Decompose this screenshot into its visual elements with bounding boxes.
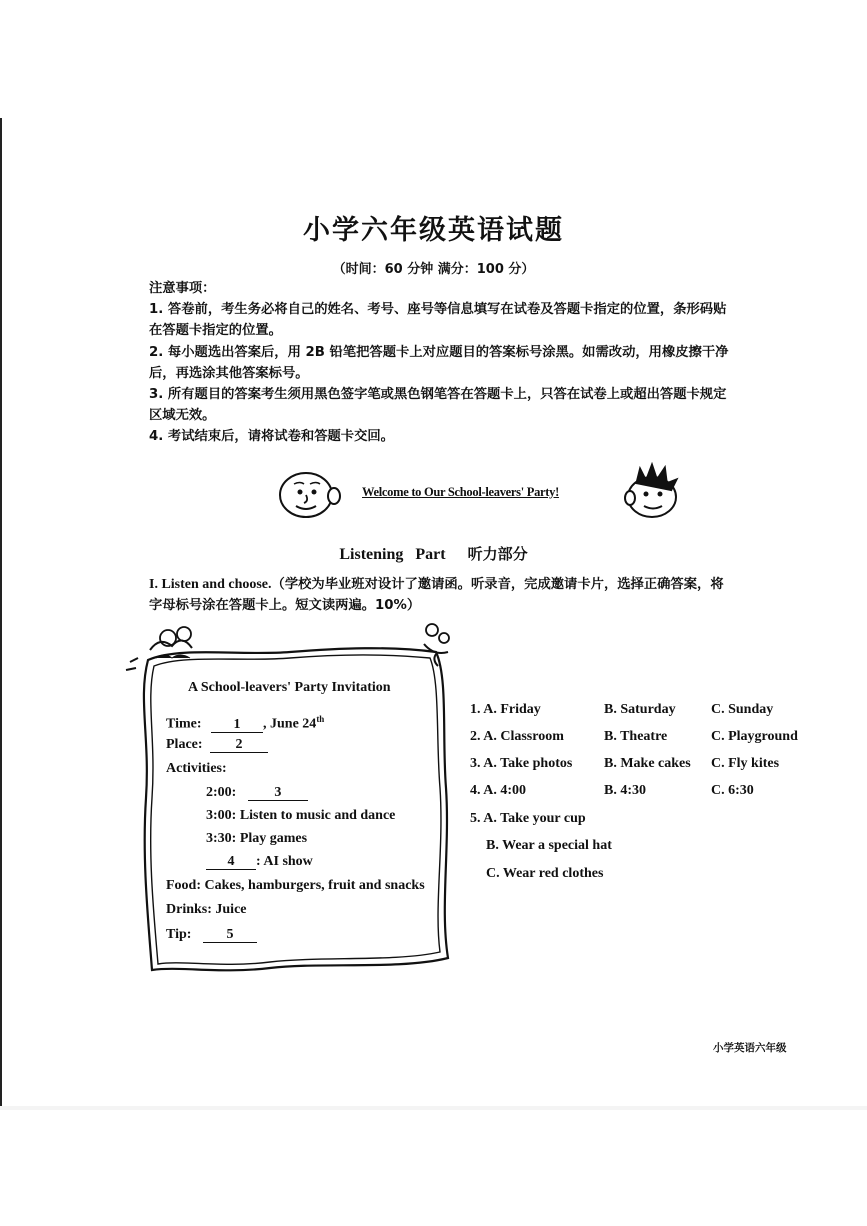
option-3a: 3. A. Take photos: [470, 756, 573, 771]
blank-2: 2: [210, 738, 268, 753]
time-date: , June 24: [263, 716, 317, 732]
question-1-label: I. Listen and choose.: [149, 577, 272, 592]
option-5a: 5. A. Take your cup: [470, 811, 586, 826]
place-row: [166, 737, 268, 753]
scan-bottom-edge: [0, 1106, 867, 1110]
activity-ai-show: : AI show: [256, 854, 313, 869]
drinks-row: Drinks: Juice: [166, 902, 247, 917]
option-5c: C. Wear red clothes: [486, 866, 604, 881]
notes-line: 2. 每小题选出答案后，用 2B 铅笔把答题卡上对应题目的答案标号涂黑。如需改动，用橡皮擦干净: [149, 344, 729, 360]
activities-label: Activities:: [166, 761, 227, 776]
blank-3: 3: [248, 786, 308, 801]
tip-label: Tip:: [166, 927, 192, 942]
page-footer: 小学英语六年级: [713, 1042, 787, 1054]
section-title-en: Listening Part: [339, 546, 446, 563]
option-2c: C. Playground: [711, 729, 798, 744]
time-label: Time:: [166, 716, 202, 732]
question-1-instruction-line-1: （学校为毕业班对设计了邀请函。听录音，完成邀请卡片，选择正确答案，将: [271, 577, 724, 592]
notes-line: 后，再选涂其他答案标号。: [149, 365, 309, 381]
bald-boy-face-icon: [276, 468, 346, 522]
notes-line: 区域无效。: [149, 408, 216, 424]
option-2a: 2. A. Classroom: [470, 729, 564, 744]
activity-330pm: 3:30: Play games: [206, 831, 308, 846]
option-3c: C. Fly kites: [711, 756, 780, 771]
exam-notes: [149, 278, 809, 448]
option-3b: B. Make cakes: [604, 756, 691, 771]
listening-section-title: [0, 543, 867, 564]
place-label: Place:: [166, 737, 203, 752]
question-1-instruction-line-2: 字母标号涂在答题卡上。短文读两遍。10%）: [149, 598, 421, 613]
activity-2pm-row: [206, 785, 308, 801]
notes-line: 3. 所有题目的答案考生须用黑色签字笔或黑色钢笔答在答题卡上，只答在试卷上或超出答题卡规定: [149, 387, 727, 403]
exam-title: 小学六年级英语试题: [303, 215, 564, 246]
food-row: Food: Cakes, hamburgers, fruit and snacks: [166, 878, 425, 893]
notes-line: 1. 答卷前，考生务必将自己的姓名、考号、座号等信息填写在试卷及答题卡指定的位置，条形码贴: [149, 302, 727, 318]
time-row: [166, 714, 324, 733]
option-5b: B. Wear a special hat: [486, 838, 612, 853]
spiky-hair-boy-face-icon: [622, 462, 688, 522]
exam-subtitle: （时间：60 分钟 满分：100 分）: [332, 262, 535, 277]
option-1b: B. Saturday: [604, 702, 676, 717]
blank-1: 1: [211, 718, 263, 733]
option-4a: 4. A. 4:00: [470, 783, 526, 798]
option-2b: B. Theatre: [604, 729, 668, 744]
blank-4: 4: [206, 855, 256, 870]
tip-row: [166, 927, 257, 943]
option-1c: C. Sunday: [711, 702, 774, 717]
activity-ai-row: [206, 854, 313, 870]
notes-line: 在答题卡指定的位置。: [149, 323, 282, 339]
notes-heading: 注意事项：: [149, 281, 216, 296]
time-date-suffix: th: [316, 714, 325, 724]
option-4b: B. 4:30: [604, 783, 646, 798]
section-title-cn: 听力部分: [467, 545, 528, 563]
option-1a: 1. A. Friday: [470, 702, 541, 717]
activity-3pm: 3:00: Listen to music and dance: [206, 808, 396, 823]
welcome-banner: Welcome to Our School-leavers' Party!: [362, 485, 559, 499]
activity-2pm-time: 2:00:: [206, 785, 237, 800]
notes-line: 4. 考试结束后，请将试卷和答题卡交回。: [149, 429, 394, 445]
invitation-title: A School-leavers' Party Invitation: [188, 680, 391, 695]
question-1-instruction: [149, 574, 809, 616]
option-4c: C. 6:30: [711, 783, 754, 798]
blank-5: 5: [203, 928, 257, 943]
